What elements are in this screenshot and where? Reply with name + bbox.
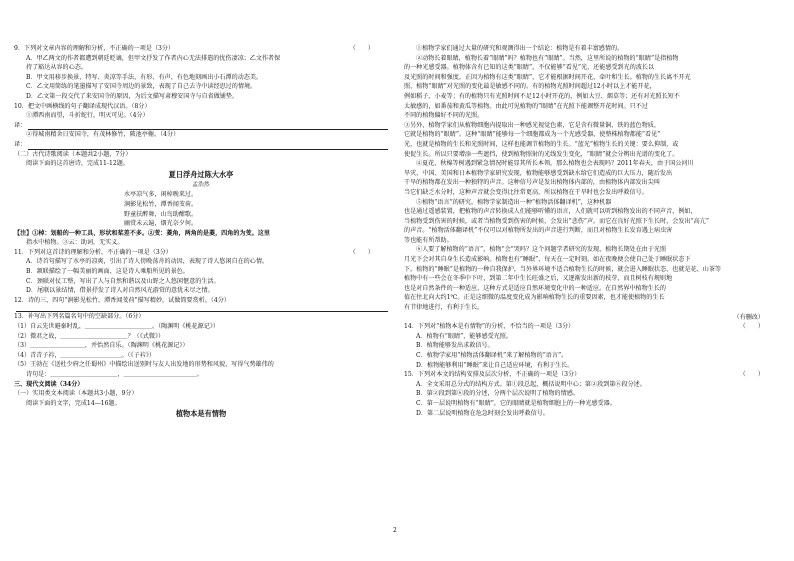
text: 照，植物“眼睛”对光照的变化最是敏感不同的。有的植物光照时间超过12小时以上才能开花， [404, 83, 656, 91]
left-column-line [14, 277, 388, 287]
text: 太敏感的，如番茄和黄瓜等植物。由此可见植物的“眼睛”在光照下能调整开花时间。只不过 [404, 102, 648, 110]
page-number: 2 [393, 527, 397, 534]
right-column-line [404, 399, 778, 409]
left-column-line [14, 267, 388, 277]
text: C．乙文用简练的笔墨描写了安国寺周边的景致，表现了自己去寺中读经思过的情境。 [26, 83, 257, 91]
left-column-line [14, 341, 388, 351]
left-column-line [14, 169, 388, 181]
left-column-line [14, 360, 388, 370]
left-column-line [14, 73, 388, 83]
right-column-line [404, 255, 778, 265]
left-column-line [14, 257, 388, 267]
right-column-line [404, 178, 778, 188]
left-column-line [14, 102, 388, 112]
text: 及光照的时间和强度。正因为植物有这类“眼睛”，它才能根据时间开花、牵叶和生长。植物的生长离不开光 [404, 73, 691, 81]
right-column-line [404, 361, 778, 371]
right-column-line [404, 236, 778, 246]
text: 例如稻子、小麦等；有的植物只有光照时间不足12小时开花的，例如大豆、烟草等；还有对光照长短不 [404, 92, 680, 100]
text: 11．下列对这首诗的理解和分析，不正确的一项是（3分） [14, 248, 172, 256]
text: 涧影见松竹，潭香闻芰荷。 [124, 200, 198, 208]
left-column-line [14, 229, 388, 239]
answer-bracket[interactable]: （ ） [739, 371, 764, 379]
right-column-line [404, 293, 778, 303]
left-column-line [14, 63, 388, 73]
left-column-line [14, 380, 388, 390]
left-column-line[interactable] [14, 305, 388, 312]
right-column-line [404, 226, 778, 236]
text: A．全文采用总分式的结构方式。第①段总起，概括说明中心；第②段到第⑥段分述。 [416, 380, 646, 388]
text: 12．诗的三、四句“涧影见松竹，潭香闻芰荷”描写精妙，试做简要赏析。（4分） [14, 296, 230, 304]
left-column-line [14, 296, 388, 306]
left-column-line[interactable] [14, 121, 388, 131]
text: （有删改） [733, 313, 764, 321]
left-column-line [14, 389, 388, 399]
left-column-line [14, 210, 388, 220]
right-column-line [404, 265, 778, 275]
text: 干旱的植物都在发出一种独特的声音。这种信号声是发出植物体内部的，由植物体内部发出尖叫 [404, 179, 660, 187]
text: 下。植物的“睡眠”是植物的一种自我保护，当外界环境不适合植物生长的时候，就会进入睡眠状态，也就是花、山茶等 [404, 265, 722, 273]
right-column-line [404, 63, 778, 73]
right-column [404, 44, 778, 418]
text: （3）＿＿＿＿＿＿＿＿＿，并怡然自乐。（陶渊明《桃花源记》） [14, 342, 189, 350]
left-column-line [14, 312, 388, 322]
text: D．植物能够利用“睡眠”来让自己适应环境，有利于生长。 [416, 361, 574, 369]
text: （二）古代诗歌阅读（本题共2小题，7分） [14, 150, 132, 158]
text: 阅读下面的这首唐诗，完成11-12题。 [26, 160, 129, 168]
right-column-line [404, 313, 778, 323]
right-column-line [404, 102, 778, 112]
text: （5）王勃在《送杜少府之任蜀州》中描绘出送别时与友人出发地的形势和风貌，写得气势雄伟的 [14, 361, 274, 369]
text: 月光下会对其自身生长造成影响。植物也有“睡眠”，每天在一定时刻，如在夜晚便会使自己处于睡眠状态下 [404, 256, 691, 264]
answer-label: 译： [14, 140, 27, 148]
text: C．植物学家用“植物活体翻译机”来了解植物的“语言”。 [416, 352, 568, 359]
left-column-line [14, 200, 388, 210]
right-column-line [404, 245, 778, 255]
text: C．颈联对仗工整，写出了人与自然和谐以及山野之人悠闲惬意的生活。 [26, 277, 220, 285]
right-column-line [404, 198, 778, 208]
answer-bracket[interactable]: （ ） [349, 248, 374, 256]
text: 值在往北向大约1℃。正是这细微的温度变化成为影响植物生长的重要因素，也才能使植物的生长 [404, 294, 665, 302]
text: B．第②段到第⑥段的分述，分两个层次说明了植物的情感。 [416, 390, 579, 398]
right-column-line [404, 332, 778, 342]
text: D．尾联以景结情，借景抒发了诗人对自然风光游赏的意犹未尽之情。 [26, 287, 214, 295]
right-column-line [404, 54, 778, 64]
left-column-line [14, 190, 388, 200]
right-column-line [404, 130, 778, 140]
answer-bracket[interactable]: （ ） [349, 45, 374, 52]
text: D．第二层说明植物在危急时刻会发出呼救信号。 [416, 409, 549, 417]
left-column-line [14, 408, 388, 420]
text: 植物本是有情物 [175, 409, 227, 419]
left-column-line [14, 82, 388, 92]
right-column-line [404, 92, 778, 102]
text: B．甲文用移步换景，特写、炎凉等手法，有形、有声、有色地刻画出小石潭的动态美。 [26, 73, 263, 81]
right-column-line [404, 303, 778, 313]
right-column-line [404, 121, 778, 131]
right-column-line [404, 169, 778, 179]
text: 【注】①棹：划船的一种工具，形状和桨差不多。②芰：菱角，两角的是菱，四角的为芰。这里 [14, 229, 270, 237]
text: 也是通过遥感装置，把植物的声音转换成人们能够听懂的语言，人们就可以听到植物发出的不同声音，例如， [404, 208, 697, 216]
right-column-line [404, 82, 778, 92]
text: ⑤植物“语言”的研究。植物学家制造出一种“植物活体翻译机”，这种机器 [416, 198, 612, 206]
text: 9．下列对文章内容的理解和分析，不正确的一项是（3分） [14, 45, 175, 52]
left-column-line [14, 54, 388, 64]
text: B．颔联描绘了一幅美丽的画面，这是诗人乘船所见的景色。 [26, 268, 189, 276]
right-column-line [404, 159, 778, 169]
right-column-line [404, 351, 778, 361]
text: 夏日浮舟过陈大水亭 [168, 169, 234, 179]
left-column-line [14, 130, 388, 140]
right-column-line [404, 188, 778, 198]
answer-bracket[interactable]: （ ） [739, 323, 764, 331]
text: 的声音。“植物活体翻译机”不仅可以对植物所发出的声音进行判断，而且对植物生长发育遇上病虫害 [404, 227, 673, 235]
right-column-line [404, 389, 778, 399]
right-column-line [404, 140, 778, 150]
left-column-line [14, 92, 388, 102]
left-column-line [14, 248, 388, 258]
text: B．植物能够发出求救信号。 [416, 342, 494, 350]
text: （一）实用类文本阅读（本题共3小题，9分） [14, 390, 138, 398]
right-column-line [404, 284, 778, 294]
text: 它就是植物的“眼睛”。这种“眼睛”能够每一个细胞都成为一个光感受器，使整株植物都能“看见” [404, 131, 661, 139]
right-column-line [404, 409, 778, 419]
text: （1）自云先世避秦时乱，＿＿＿＿＿＿＿＿＿＿＿。（陶渊明《桃花源记》） [14, 323, 219, 331]
text: ①潭西南而望，斗折蛇行，明灭可见。（4分） [26, 112, 149, 120]
right-column-line [404, 380, 778, 390]
text: 三、现代文阅读（34分） [14, 380, 84, 388]
answer-line[interactable] [28, 123, 388, 130]
right-column-line [404, 341, 778, 351]
text: 13．补写出下列名篇名句中的空缺部分。（6分） [14, 313, 145, 321]
text: ⑥人要了解植物的“语言”，植物“会”哭吗？这个问题学者研究的发现，植物长期处在由于光照 [416, 246, 667, 254]
right-column-line [404, 274, 778, 284]
text: 旱灾，中国、美国和日本植物学家研究发现，植物能够感受到缺水给它们造成的巨大压力，随后发出 [404, 169, 673, 177]
right-column-line [404, 44, 778, 54]
text: ②得城南精舍日安国寺，有茂林修竹，陂池亭榭。（4分） [26, 131, 180, 139]
left-column-line [14, 181, 388, 191]
text: 孟浩然 [192, 181, 210, 188]
text: 有节律地进行，有利于生长。 [404, 304, 484, 312]
answer-label: 译： [14, 121, 27, 129]
text: （4）青青子衿，＿＿＿＿＿＿＿＿＿＿。（《子衿》） [14, 351, 155, 359]
left-column-line [14, 44, 388, 54]
left-column-line [14, 219, 388, 229]
left-column-line [14, 399, 388, 409]
text: 10．把文中画横线的句子翻译成现代汉语。（8分） [14, 102, 151, 110]
text: 幽赏未云遍，烟光奈夕何。 [124, 220, 198, 228]
text: 不同的植物偏好不同的光照。 [404, 112, 484, 120]
left-column-line [14, 351, 388, 361]
right-column-line [404, 73, 778, 83]
left-column-line [14, 332, 388, 342]
left-column-line [14, 370, 388, 380]
left-column-line [14, 322, 388, 332]
right-column-line [404, 150, 778, 160]
text: 诗句是：＿＿＿＿＿＿＿＿＿＿＿，＿＿＿＿＿＿＿＿＿＿＿＿。 [26, 371, 203, 378]
text: ②动物长着眼睛，植物长着“眼睛”吗？植物也有“眼睛”。当然，这里所说的植物的“眼睛”是指植物 [416, 54, 679, 62]
right-column-line [404, 370, 778, 380]
answer-line[interactable] [28, 143, 388, 150]
left-column [14, 44, 388, 420]
left-column-line [14, 159, 388, 169]
text: 使促生长。所以只要增添一些遮挡，使到植物照射的光线发生变化，“眼睛”就会分辨出光谱的变化了。 [404, 150, 679, 158]
left-column-line [14, 286, 388, 296]
text: 14．下列对“植物本是有情物”的分析，不恰当的一项是（3分） [404, 323, 575, 331]
text: 的一种光感受器。植物体含有已知的这类“眼睛”，不仅能够“看见”光，还能感受到光的波长以 [404, 64, 655, 72]
left-column-line [14, 238, 388, 248]
text: ③另外，植物学家们从植物细胞内提取出一种感光视觉色素，它是含有微量铜、铁的蓝色物质， [404, 121, 660, 129]
text: 植物中有一些会在冬季中下叶，到第二年中生长旺盛之后，又逐渐发出新的枝芽，而且树枝有规则地 [404, 275, 673, 283]
left-column-line[interactable] [14, 140, 388, 150]
text: D．乙文第一段交代了来安国寺的原因，为后文描写肃穆安国寺与自省做铺垫。 [26, 92, 239, 100]
right-column-line [404, 217, 778, 227]
text: 光，也就是植物的生长和光照时间，这样也能调节植物的生长。“蓝光”植物生长的关键：要么抑制，或 [404, 140, 679, 148]
text: C．第一层说明植物有“眼睛”，它的眼睛就是植物细胞上的一种光感受器。 [416, 399, 616, 407]
right-column-line [404, 111, 778, 121]
text: A．诗首句描写了水亭的凉爽，引出了诗人傍晚荡舟的动因，表现了诗人悠闲自在的心情。 [26, 258, 269, 266]
text: 15．下列对本文的结构安排及层次分析，不正确的一项是（3分） [404, 371, 581, 379]
text: ①植物学家们通过大量的研究和观测得出一个结论：植物是有着丰富感情的。 [416, 45, 624, 52]
text: 指水中植物。③云：助词，无实义。 [26, 239, 124, 247]
answer-line[interactable] [16, 305, 388, 312]
left-column-line [14, 150, 388, 160]
text: 当植物受到伤害的时候，或者当植物受到伤害的时候，会发出“悲伤”声。而它在良好光照下生长时，会发出“高亢” [404, 217, 709, 225]
text: 也是对自然条件的一种适应，这种方式是适应自然环境变化中的一种适应。在自然界中植物生长的 [404, 284, 667, 292]
text: A．植物有“眼睛”，能够感受光照。 [416, 332, 512, 340]
text: 水亭凉气多，闲棹晚来过。 [124, 191, 198, 199]
right-column-line [404, 322, 778, 332]
right-column-line [404, 207, 778, 217]
text: 持了豁达从容的心态。 [26, 64, 87, 72]
text: 等也能有所帮助。 [404, 236, 453, 244]
text: A．甲乙两文的作者都遭到朝廷贬谪，但甲文抒发了作者内心无法排遣的忧伤凄凉；乙文作者保 [26, 54, 281, 62]
text: 阅读下面的文字，完成14—16题。 [26, 399, 121, 407]
text: 当它们缺乏水分时，这种声音就会变得比往常更高，所以植物在干旱时也会发出呼救信号。 [404, 188, 648, 196]
left-column-line [14, 111, 388, 121]
text: 野童扶醉舞，山鸟助酣歌。 [124, 210, 198, 218]
text: （2）微君之故，＿＿＿＿＿＿＿＿＿＿＿？（《式微》） [14, 332, 165, 340]
text: ④夏花、秋棉等树遇到紧急情况时能显其所长本领，那么植物也会表现吗？2011年春天，由于国公河川 [416, 160, 694, 168]
